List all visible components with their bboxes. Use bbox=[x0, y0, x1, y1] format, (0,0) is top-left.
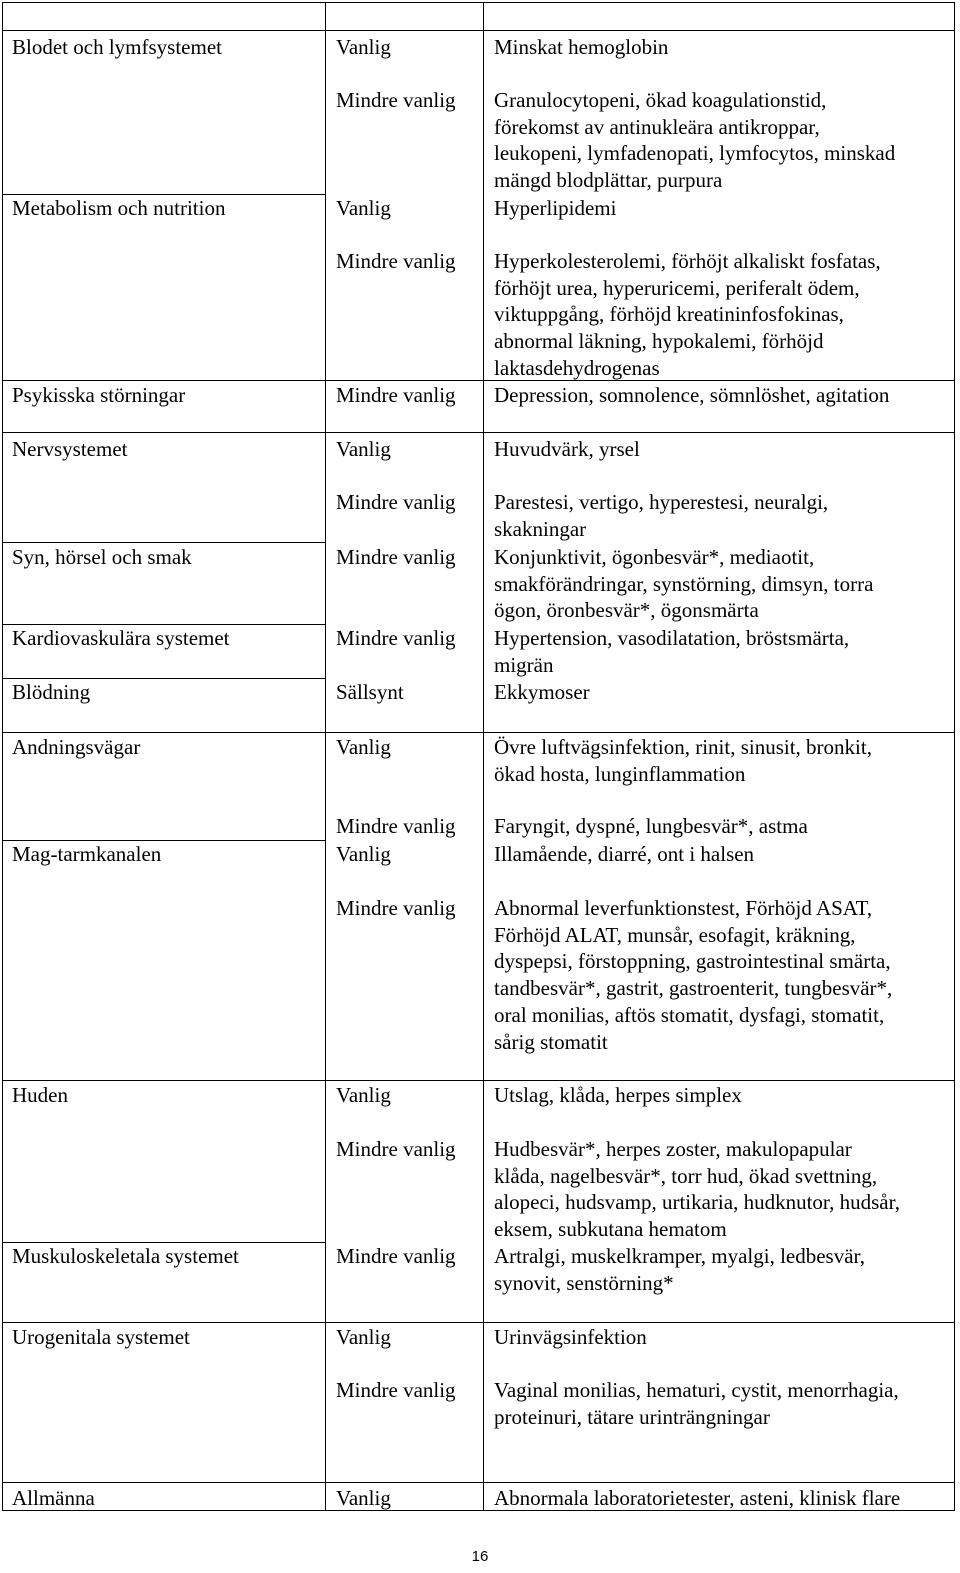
adverse-effect-line: Ekkymoser bbox=[494, 680, 590, 704]
table-border-vertical bbox=[325, 2, 326, 1510]
adverse-effect-line: Huvudvärk, yrsel bbox=[494, 437, 640, 461]
adverse-effect-line: skakningar bbox=[494, 516, 587, 541]
table-border-horizontal bbox=[2, 542, 325, 543]
adverse-effect-line: Parestesi, vertigo, hyperestesi, neuralgi, bbox=[494, 490, 829, 514]
frequency-cell: Mindre vanlig bbox=[336, 88, 456, 112]
adverse-effect-line: Abnormala laboratorietester, asteni, klinisk flare bbox=[494, 1486, 901, 1510]
frequency-cell: Mindre vanlig bbox=[336, 249, 456, 273]
adverse-effect-line: Depression, somnolence, sömnlöshet, agitation bbox=[494, 383, 890, 407]
adverse-effect-line: Vaginal monilias, hematuri, cystit, menorrhagia, bbox=[494, 1378, 899, 1402]
adverse-effect-line: abnormal läkning, hypokalemi, förhöjd bbox=[494, 329, 824, 354]
adverse-effect-line: klåda, nagelbesvär*, torr hud, ökad svettning, bbox=[494, 1163, 878, 1188]
table-border-horizontal bbox=[2, 1322, 955, 1323]
frequency-cell: Vanlig bbox=[336, 1486, 391, 1510]
organ-system-cell: Nervsystemet bbox=[12, 437, 128, 461]
organ-system-cell: Metabolism och nutrition bbox=[12, 196, 226, 220]
frequency-cell: Mindre vanlig bbox=[336, 1137, 456, 1161]
frequency-cell: Vanlig bbox=[336, 1325, 391, 1349]
adverse-effect-line: migrän bbox=[494, 652, 554, 677]
frequency-cell: Sällsynt bbox=[336, 680, 404, 704]
adverse-effect-line: leukopeni, lymfadenopati, lymfocytos, minskad bbox=[494, 141, 896, 166]
adverse-effect-line: sårig stomatit bbox=[494, 1029, 608, 1054]
adverse-effect-line: synovit, senstörning* bbox=[494, 1270, 674, 1295]
frequency-cell: Mindre vanlig bbox=[336, 1378, 456, 1402]
adverse-effect-line: Artralgi, muskelkramper, myalgi, ledbesvär, bbox=[494, 1244, 865, 1268]
organ-system-cell: Andningsvägar bbox=[12, 735, 141, 759]
table-border-vertical bbox=[954, 2, 955, 1510]
adverse-effect-line: tandbesvär*, gastrit, gastroenterit, tungbesvär*, bbox=[494, 976, 893, 1001]
frequency-cell: Mindre vanlig bbox=[336, 1244, 456, 1268]
adverse-effect-line: proteinuri, tätare urinträngningar bbox=[494, 1404, 770, 1429]
adverse-effect-line: ökad hosta, lunginflammation bbox=[494, 761, 746, 786]
table-border-vertical bbox=[2, 2, 3, 1510]
organ-system-cell: Urogenitala systemet bbox=[12, 1325, 190, 1349]
adverse-effect-line: Förhöjd ALAT, munsår, esofagit, kräkning, bbox=[494, 922, 856, 947]
adverse-effect-line: Abnormal leverfunktionstest, Förhöjd ASAT, bbox=[494, 896, 873, 920]
frequency-cell: Mindre vanlig bbox=[336, 490, 456, 514]
frequency-cell: Vanlig bbox=[336, 196, 391, 220]
adverse-effect-line: oral monilias, aftös stomatit, dysfagi, stomatit, bbox=[494, 1002, 885, 1027]
organ-system-cell: Syn, hörsel och smak bbox=[12, 545, 192, 569]
table-border-horizontal bbox=[2, 732, 955, 733]
organ-system-cell: Psykisska störningar bbox=[12, 383, 186, 407]
adverse-effect-line: Urinvägsinfektion bbox=[494, 1325, 647, 1349]
organ-system-cell: Huden bbox=[12, 1083, 68, 1107]
adverse-effect-line: viktuppgång, förhöjd kreatininfosfokinas, bbox=[494, 302, 844, 327]
frequency-cell: Vanlig bbox=[336, 35, 391, 59]
table-border-horizontal bbox=[2, 1080, 955, 1081]
organ-system-cell: Kardiovaskulära systemet bbox=[12, 626, 230, 650]
adverse-effect-line: Hyperlipidemi bbox=[494, 196, 617, 220]
table-border-vertical bbox=[483, 2, 484, 1510]
adverse-effect-line: ögon, öronbesvär*, ögonsmärta bbox=[494, 598, 759, 623]
frequency-cell: Mindre vanlig bbox=[336, 626, 456, 650]
table-border-horizontal bbox=[2, 2, 955, 3]
frequency-cell: Mindre vanlig bbox=[336, 545, 456, 569]
table-border-horizontal bbox=[2, 380, 955, 381]
frequency-cell: Vanlig bbox=[336, 842, 391, 866]
adverse-effect-line: Granulocytopeni, ökad koagulationstid, bbox=[494, 88, 827, 112]
adverse-effect-line: smakförändringar, synstörning, dimsyn, torra bbox=[494, 571, 874, 596]
table-border-horizontal bbox=[2, 30, 955, 31]
adverse-effect-line: laktasdehydrogenas bbox=[494, 355, 660, 380]
adverse-effect-line: Illamående, diarré, ont i halsen bbox=[494, 842, 755, 866]
adverse-effect-line: förekomst av antinukleära antikroppar, bbox=[494, 114, 820, 139]
adverse-effect-line: dyspepsi, förstoppning, gastrointestinal smärta, bbox=[494, 949, 891, 974]
adverse-effect-line: alopeci, hudsvamp, urtikaria, hudknutor, hudsår, bbox=[494, 1190, 900, 1215]
frequency-cell: Vanlig bbox=[336, 735, 391, 759]
frequency-cell: Vanlig bbox=[336, 1083, 391, 1107]
adverse-effect-line: Faryngit, dyspné, lungbesvär*, astma bbox=[494, 814, 808, 838]
frequency-cell: Mindre vanlig bbox=[336, 896, 456, 920]
organ-system-cell: Blödning bbox=[12, 680, 91, 704]
frequency-cell: Vanlig bbox=[336, 437, 391, 461]
adverse-effect-line: Konjunktivit, ögonbesvär*, mediaotit, bbox=[494, 545, 815, 569]
frequency-cell: Mindre vanlig bbox=[336, 383, 456, 407]
frequency-cell: Mindre vanlig bbox=[336, 814, 456, 838]
adverse-effect-line: förhöjt urea, hyperuricemi, periferalt ödem, bbox=[494, 275, 860, 300]
adverse-effect-line: Hyperkolesterolemi, förhöjt alkaliskt fosfatas, bbox=[494, 249, 881, 273]
table-border-horizontal bbox=[2, 1482, 955, 1483]
organ-system-cell: Allmänna bbox=[12, 1486, 95, 1510]
adverse-effect-line: Utslag, klåda, herpes simplex bbox=[494, 1083, 742, 1107]
organ-system-cell: Muskuloskeletala systemet bbox=[12, 1244, 239, 1268]
adverse-effect-line: mängd blodplättar, purpura bbox=[494, 168, 723, 193]
adverse-effect-line: Hypertension, vasodilatation, bröstsmärta, bbox=[494, 626, 850, 650]
adverse-effect-line: Minskat hemoglobin bbox=[494, 35, 669, 59]
organ-system-cell: Blodet och lymfsystemet bbox=[12, 35, 222, 59]
adverse-effect-line: Övre luftvägsinfektion, rinit, sinusit, bronkit, bbox=[494, 735, 872, 759]
adverse-effect-line: eksem, subkutana hematom bbox=[494, 1217, 727, 1242]
table-border-horizontal bbox=[2, 432, 955, 433]
page-number: 16 bbox=[471, 1548, 489, 1565]
adverse-effect-line: Hudbesvär*, herpes zoster, makulopapular bbox=[494, 1137, 852, 1161]
organ-system-cell: Mag-tarmkanalen bbox=[12, 842, 162, 866]
